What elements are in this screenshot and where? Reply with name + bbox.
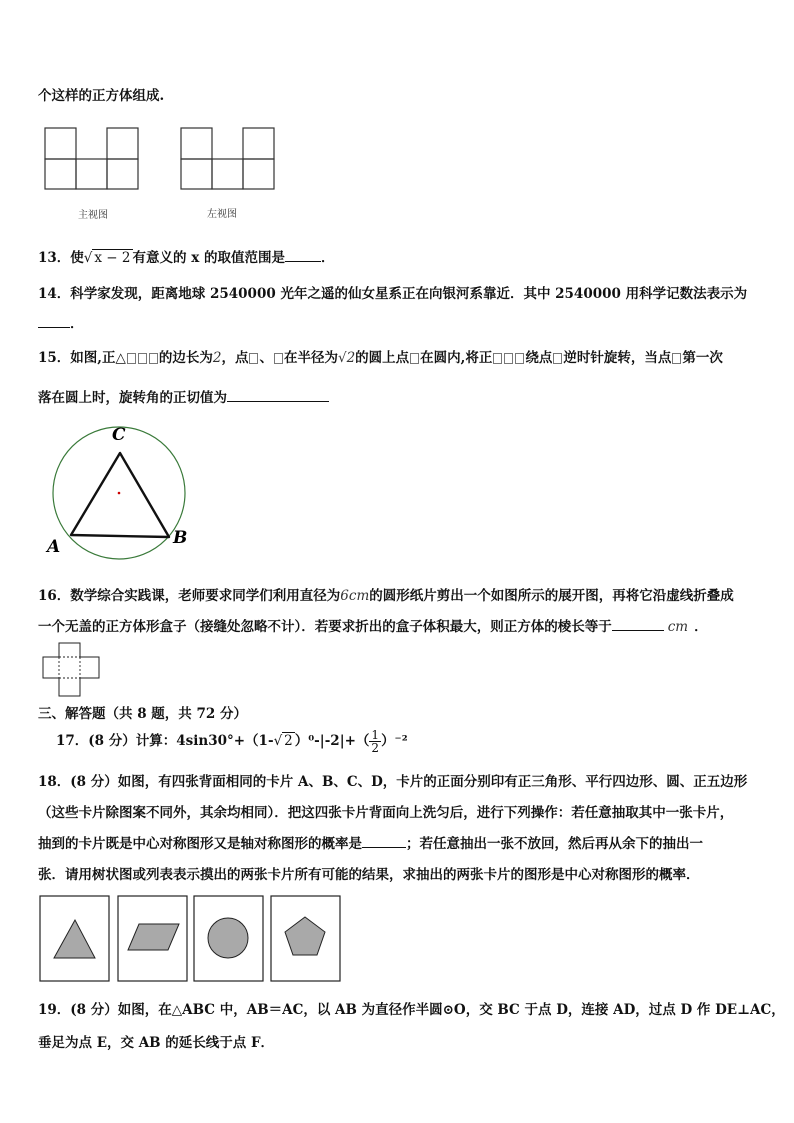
label-c: C	[112, 425, 126, 445]
circle-shape	[208, 918, 248, 958]
card-b-parallelogram	[117, 895, 189, 983]
q16-line1-b: 的圆形纸片剪出一个如图所示的展开图，再将它沿虚线折叠成	[369, 588, 734, 604]
placeholder-glyph	[493, 353, 502, 364]
q14-end: ．	[70, 316, 84, 332]
intro-line: 个这样的正方体组成.	[38, 88, 165, 104]
question-13	[38, 246, 334, 266]
center-dot	[118, 492, 121, 495]
card-c-circle	[193, 895, 265, 983]
placeholder-glyph	[274, 353, 283, 364]
q17-sqrt: 2	[284, 733, 293, 749]
question-16-line2	[38, 615, 708, 635]
question-18-line2: （这些卡片除图案不同外，其余均相同）．把这四张卡片背面向上洗匀后，进行下列操作：若任意抽取其中一张卡片，	[38, 805, 734, 821]
card-d-pentagon	[270, 895, 342, 983]
q13-sqrt: √ x − 2	[83, 250, 131, 266]
question-18-line1: 18．(8 分）如图，有四张背面相同的卡片 A、B、C、D，卡片的正面分别印有正三角形、平行四边形、圆、正五边形	[38, 774, 748, 790]
placeholder-glyph	[553, 353, 562, 364]
q17-suffix: ）⁻²	[381, 733, 408, 749]
q16-unit: cm	[667, 619, 689, 635]
triangle-abc	[71, 453, 169, 537]
question-19-line1: 19．(8 分）如图，在△ABC 中，AB＝AC，以 AB 为直径作半圆⊙O，交 BC 于点 D，连接 AD，过点 D 作 DE⊥AC，	[38, 1002, 785, 1018]
placeholder-glyph	[410, 353, 419, 364]
q17-mid: ）⁰-|-2|+（	[294, 733, 370, 749]
q15-part9: 逆时针旋转，当点	[563, 350, 672, 366]
question-18-line3	[38, 832, 703, 852]
q16-line2-text: 一个无盖的正方体形盒子（接缝处忽略不计）．若要求折出的盒子体积最大，则正方体的棱长等于	[38, 619, 612, 635]
section-3-heading: 三、解答题（共 8 题，共 72 分）	[38, 706, 247, 722]
q17-prefix: 17．(8 分）计算：4sin30°+（1-	[56, 733, 274, 749]
q15-line2-text: 落在圆上时，旋转角的正切值为	[38, 390, 227, 406]
q15-part7: 在圆内,将正	[420, 350, 493, 366]
placeholder-glyph	[138, 353, 147, 364]
question-15	[38, 346, 723, 366]
q16-diameter: 6cm	[340, 588, 370, 604]
q14-answer-blank[interactable]	[38, 315, 70, 328]
front-view-caption: 主视图	[78, 210, 108, 221]
q13-prefix: 13．使	[38, 250, 84, 266]
q15-answer-blank[interactable]	[227, 389, 329, 402]
placeholder-glyph	[249, 353, 258, 364]
q15-part1: 15．如图,正△	[38, 350, 126, 366]
placeholder-glyph	[504, 353, 513, 364]
q15-part5: 在半径为	[283, 350, 338, 366]
q13-suffix: 有意义的 x 的取值范围是	[132, 250, 285, 266]
q15-part6: 的圆上点	[355, 350, 410, 366]
q15-radius: √2	[337, 350, 356, 366]
question-14-line2	[38, 312, 84, 332]
question-15-line2	[38, 386, 329, 406]
left-view-caption: 左视图	[207, 209, 237, 220]
q18-line3b: ；若任意抽出一张不放回，然后再从余下的抽出一	[406, 836, 703, 852]
q15-part4: 、	[259, 350, 273, 366]
q17-denominator: 2	[371, 741, 380, 755]
q16-line1-a: 16．数学综合实践课，老师要求同学们利用直径为	[38, 588, 341, 604]
card-a-triangle	[39, 895, 111, 983]
q15-part3: ，点	[221, 350, 249, 366]
q17-numerator: 1	[371, 728, 380, 742]
q13-radicand: x − 2	[94, 250, 131, 266]
q18-answer-blank[interactable]	[362, 835, 406, 848]
question-14: 14．科学家发现，距离地球 2540000 光年之遥的仙女星系正在向银河系靠近．其中 2540000 用科学记数法表示为	[38, 286, 748, 302]
left-view-diagram	[180, 127, 278, 191]
placeholder-glyph	[515, 353, 524, 364]
q16-end: ．	[694, 619, 708, 635]
placeholder-glyph	[127, 353, 136, 364]
q13-end: ．	[320, 250, 335, 266]
q18-line3a: 抽到的卡片既是中心对称图形又是轴对称图形的概率是	[38, 836, 362, 852]
placeholder-glyph	[149, 353, 158, 364]
question-17: 17．(8 分）计算：4sin30°+（1-√ 2 ）⁰-|-2|+（ $\frac{1}{2}$ ）⁻²	[56, 728, 408, 755]
question-16	[38, 584, 734, 604]
q17-fraction	[369, 729, 381, 754]
question-19-line2: 垂足为点 E，交 AB 的延长线于点 F．	[38, 1035, 275, 1051]
label-b: B	[173, 528, 188, 548]
q15-side-length: 2	[212, 350, 222, 366]
q13-answer-blank[interactable]	[285, 249, 321, 262]
front-view-diagram	[44, 127, 142, 191]
question-18-line4: 张．请用树状图或列表表示摸出的两张卡片所有可能的结果，求抽出的两张卡片的图形是中心对称图形的概率．	[38, 867, 700, 883]
cube-net-figure	[42, 642, 102, 698]
placeholder-glyph	[672, 353, 681, 364]
label-a: A	[47, 537, 61, 557]
q15-part2: 的边长为	[158, 350, 213, 366]
q15-part8: 绕点	[525, 350, 553, 366]
q16-answer-blank[interactable]	[612, 618, 664, 631]
q15-part10: 第一次	[682, 350, 723, 366]
circle-triangle-figure	[40, 420, 200, 560]
